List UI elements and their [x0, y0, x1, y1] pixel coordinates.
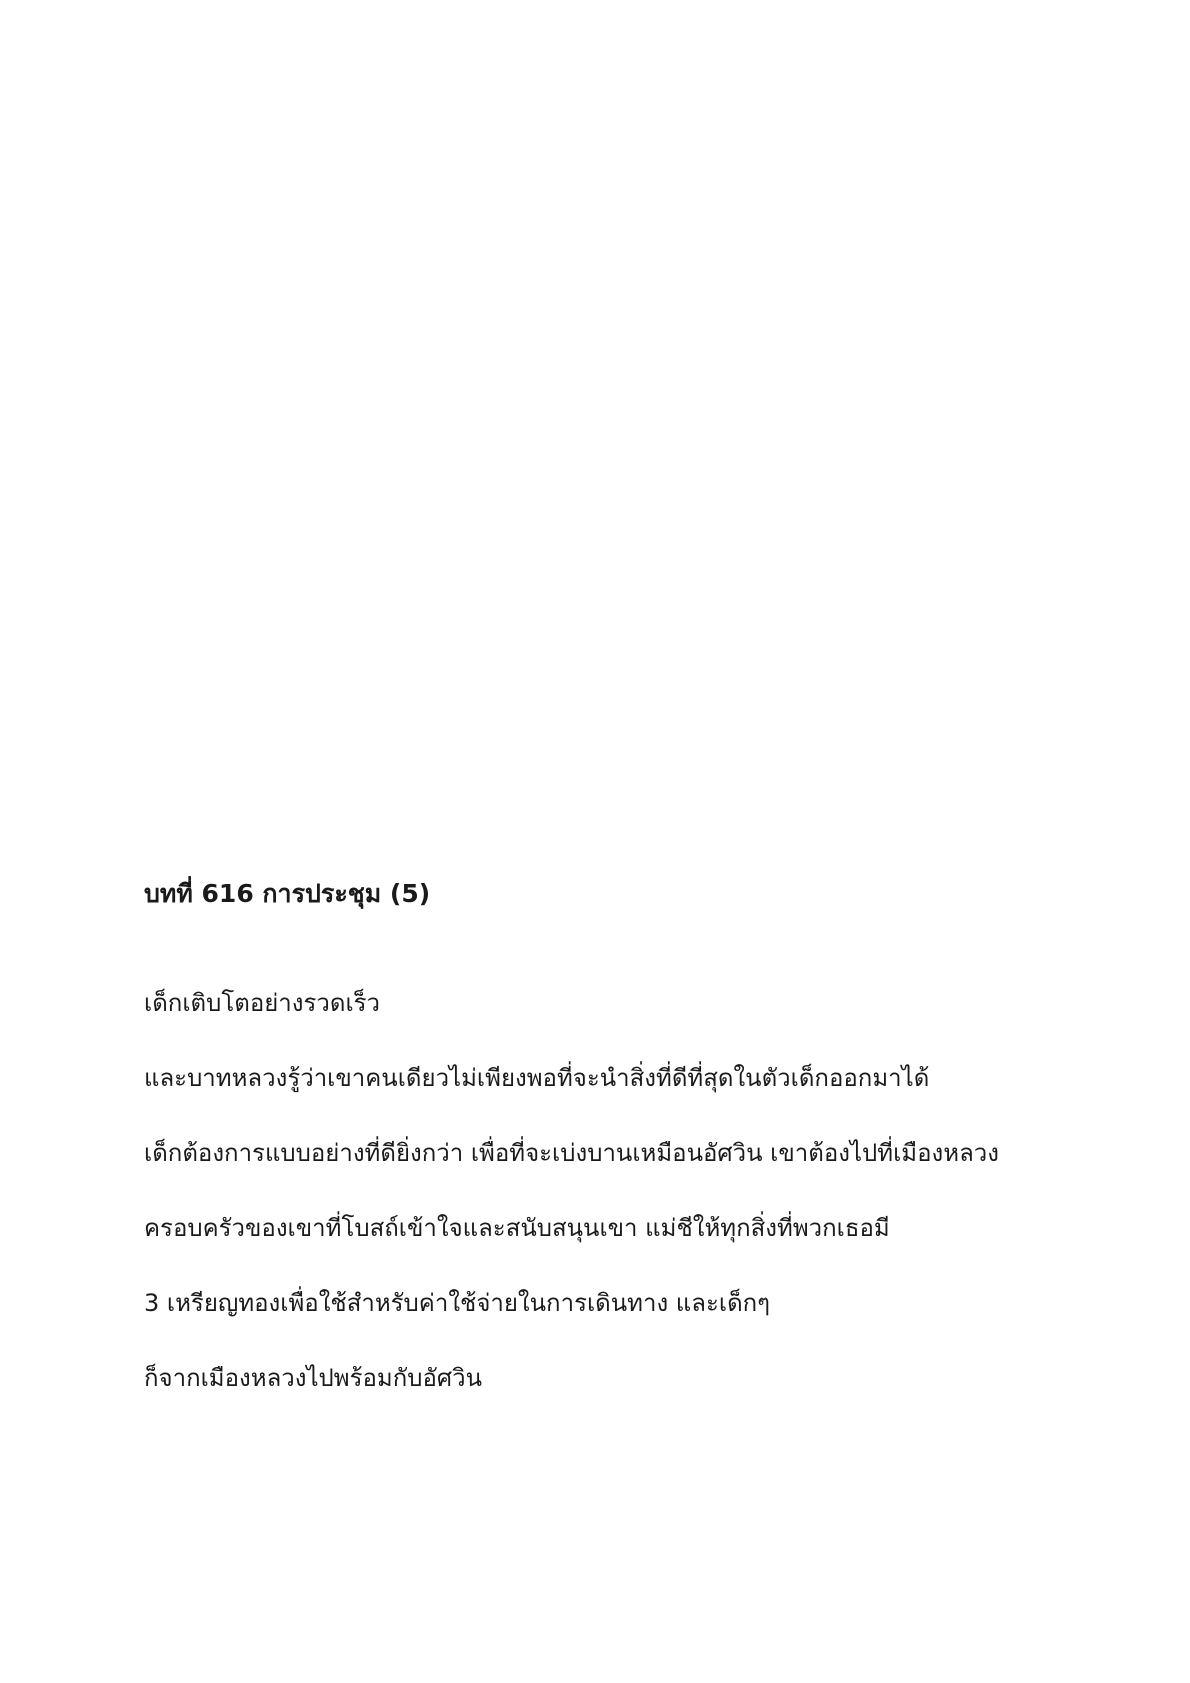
chapter-title: บทที่ 616 การประชุม (5)	[144, 879, 431, 908]
paragraph-3: เด็กต้องการแบบอย่างที่ดียิ่งกว่า เพื่อที่จะเบ่งบานเหมือนอัศวิน เขาต้องไปที่เมืองหลวง	[144, 1139, 999, 1167]
paragraph-5: 3 เหรียญทองเพื่อใช้สำหรับค่าใช้จ่ายในการเดินทาง และเด็กๆ	[144, 1289, 771, 1317]
paragraph-6: ก็จากเมืองหลวงไปพร้อมกับอัศวิน	[144, 1364, 483, 1392]
paragraph-1: เด็กเติบโตอย่างรวดเร็ว	[144, 989, 381, 1017]
paragraph-4: ครอบครัวของเขาที่โบสถ์เข้าใจและสนับสนุนเขา แม่ชีให้ทุกสิ่งที่พวกเธอมี	[144, 1214, 890, 1242]
paragraph-2: และบาทหลวงรู้ว่าเขาคนเดียวไม่เพียงพอที่จะนำสิ่งที่ดีที่สุดในตัวเด็กออกมาได้	[144, 1064, 930, 1092]
chapter-body	[144, 985, 999, 1435]
